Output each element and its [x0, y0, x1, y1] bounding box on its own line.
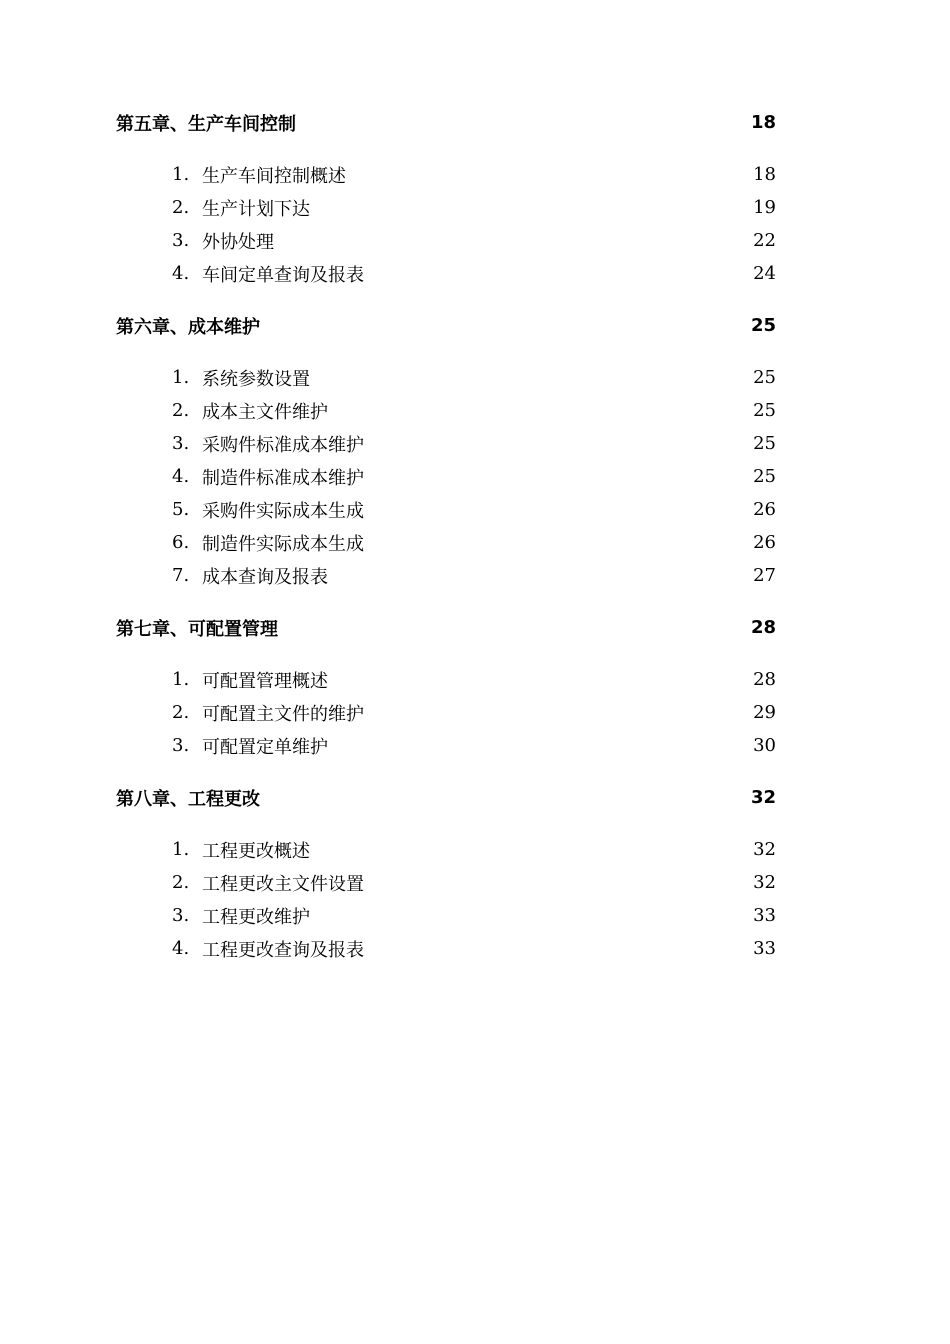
toc-entry[interactable]: [116, 833, 776, 866]
toc-chapter-7: [116, 611, 776, 762]
section-number: 2.: [172, 197, 190, 218]
section-number: 3.: [172, 735, 190, 756]
section-title: 可配置主文件的维护: [202, 703, 364, 725]
section-page-number: 30: [753, 735, 776, 756]
toc-entry[interactable]: [116, 191, 776, 224]
section-page-number: 25: [753, 400, 776, 421]
chapter-heading[interactable]: [116, 309, 776, 342]
chapter-title: 第七章、可配置管理: [116, 618, 278, 640]
section-list: [116, 361, 776, 592]
toc-entry[interactable]: [116, 361, 776, 394]
section-page-number: 22: [753, 230, 776, 251]
toc-chapter-5: [116, 106, 776, 290]
section-number: 1.: [172, 839, 190, 860]
section-title: 采购件实际成本生成: [202, 500, 364, 522]
toc-entry[interactable]: [116, 696, 776, 729]
toc-entry[interactable]: [116, 493, 776, 526]
section-page-number: 26: [753, 499, 776, 520]
section-title: 成本主文件维护: [202, 401, 328, 423]
chapter-title: 第五章、生产车间控制: [116, 113, 296, 135]
section-number: 3.: [172, 230, 190, 251]
toc-entry[interactable]: [116, 899, 776, 932]
section-title: 制造件实际成本生成: [202, 533, 364, 555]
section-title: 车间定单查询及报表: [202, 264, 364, 286]
chapter-page-number: 32: [750, 787, 776, 808]
chapter-title: 第六章、成本维护: [116, 316, 260, 338]
section-title: 工程更改主文件设置: [202, 873, 364, 895]
toc-entry[interactable]: [116, 257, 776, 290]
section-number: 1.: [172, 164, 190, 185]
section-title: 系统参数设置: [202, 368, 310, 390]
section-number: 1.: [172, 367, 190, 388]
section-page-number: 32: [753, 839, 776, 860]
section-page-number: 25: [753, 367, 776, 388]
table-of-contents: [116, 106, 776, 965]
chapter-title: 第八章、工程更改: [116, 788, 260, 810]
toc-entry[interactable]: [116, 460, 776, 493]
section-page-number: 26: [753, 532, 776, 553]
section-title: 成本查询及报表: [202, 566, 328, 588]
section-number: 2.: [172, 702, 190, 723]
toc-entry[interactable]: [116, 559, 776, 592]
section-title: 制造件标准成本维护: [202, 467, 364, 489]
section-number: 2.: [172, 872, 190, 893]
section-number: 4.: [172, 263, 190, 284]
section-page-number: 28: [753, 669, 776, 690]
section-number: 3.: [172, 433, 190, 454]
section-number: 2.: [172, 400, 190, 421]
section-title: 工程更改查询及报表: [202, 939, 364, 961]
chapter-heading[interactable]: [116, 611, 776, 644]
toc-entry[interactable]: [116, 158, 776, 191]
toc-entry[interactable]: [116, 224, 776, 257]
section-title: 生产计划下达: [202, 198, 310, 220]
section-page-number: 19: [753, 197, 776, 218]
chapter-page-number: 18: [750, 112, 776, 133]
toc-entry[interactable]: [116, 932, 776, 965]
section-title: 生产车间控制概述: [202, 165, 346, 187]
section-page-number: 33: [753, 938, 776, 959]
section-title: 外协处理: [202, 231, 274, 253]
toc-chapter-6: [116, 309, 776, 592]
chapter-heading[interactable]: [116, 781, 776, 814]
section-number: 4.: [172, 466, 190, 487]
section-page-number: 33: [753, 905, 776, 926]
toc-entry[interactable]: [116, 729, 776, 762]
section-number: 4.: [172, 938, 190, 959]
section-number: 6.: [172, 532, 190, 553]
toc-chapter-8: [116, 781, 776, 965]
toc-entry[interactable]: [116, 866, 776, 899]
section-list: [116, 663, 776, 762]
section-page-number: 32: [753, 872, 776, 893]
section-number: 7.: [172, 565, 190, 586]
section-page-number: 25: [753, 466, 776, 487]
chapter-heading[interactable]: [116, 106, 776, 139]
toc-entry[interactable]: [116, 663, 776, 696]
section-title: 工程更改维护: [202, 906, 310, 928]
section-number: 1.: [172, 669, 190, 690]
section-title: 可配置定单维护: [202, 736, 328, 758]
section-page-number: 25: [753, 433, 776, 454]
section-page-number: 27: [753, 565, 776, 586]
toc-entry[interactable]: [116, 394, 776, 427]
chapter-page-number: 25: [750, 315, 776, 336]
chapter-page-number: 28: [750, 617, 776, 638]
section-title: 采购件标准成本维护: [202, 434, 364, 456]
section-number: 5.: [172, 499, 190, 520]
section-page-number: 18: [753, 164, 776, 185]
section-number: 3.: [172, 905, 190, 926]
section-page-number: 29: [753, 702, 776, 723]
section-page-number: 24: [753, 263, 776, 284]
toc-entry[interactable]: [116, 427, 776, 460]
section-list: [116, 158, 776, 290]
section-title: 工程更改概述: [202, 840, 310, 862]
section-list: [116, 833, 776, 965]
toc-entry[interactable]: [116, 526, 776, 559]
section-title: 可配置管理概述: [202, 670, 328, 692]
